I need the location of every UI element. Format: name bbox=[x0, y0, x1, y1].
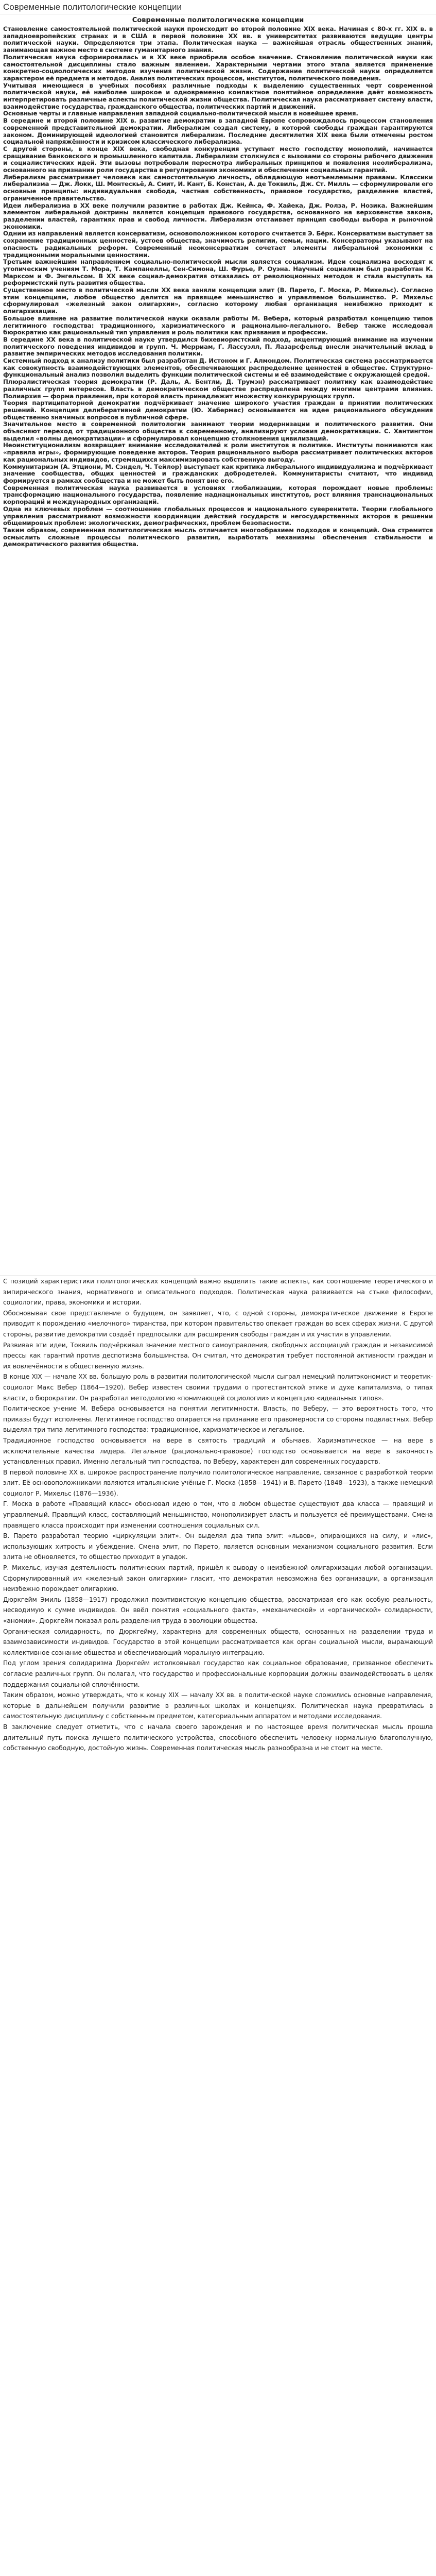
bold-paragraph: Плюралистическая теория демократии (Р. Даль, А. Бентли, Д. Трумэн) рассматривает политику как взаимодействие различных групп интересов. Власть в демократическом обществе распределена между многими центрами влияния. Полиархия — форма правления, при которой власть принадлежит множеству конкурирующих групп. bbox=[3, 378, 433, 400]
bold-paragraph: Одна из ключевых проблем — соотношение глобальных процессов и национального суверенитета. Теории глобального управления рассматривают возможности координации действий государств и негосударственных акторов в решении общемировых проблем: экологических, демографических, проблем безопасности. bbox=[3, 505, 433, 527]
bold-paragraph: Третьим важнейшим направлением социально-политической мысли является социализм. Идеи социализма восходят к утопическим учениям Т. Мора, Т. Кампанеллы, Сен-Симона, Ш. Фурье, Р. Оуэна. Научный социализм был разработан К. Марксом и Ф. Энгельсом. В XX веке социал-демократия отказалась от революционных методов и стала выступать за реформистский путь развития общества. bbox=[3, 258, 433, 287]
bold-paragraph: Становление самостоятельной политической науки происходит во второй половине XIX века. Начиная с 80-х гг. XIX в. в западноевропейских странах и в США в первой половине XX вв. в университетах развиваются ведущие центры политической науки. Определяются три этапа. Политическая наука — важнейшая отрасль общественных знаний, занимающая важное место в системе гуманитарного знания. bbox=[3, 26, 433, 54]
normal-paragraph: В заключение следует отметить, что с начала своего зарождения и по настоящее время политическая мысль прошла длительный путь поиска лучшего политического устройства, способного обеспечить человеку нормальную благополучную, собственную свободную, достойную жизнь. Современная политическая мысль разнообразна и не стоит на месте. bbox=[3, 1723, 433, 1752]
bold-paragraph: Политическая наука сформировалась и в XX веке приобрела особое значение. Становление политической науки как самостоятельной дисциплины стало важным явлением. Характерными чертами этого этапа является применение конкретно-социологических методов изучения политической жизни. Содержание политической науки определяется характером её предмета и методов. Анализ политических процессов, институтов, политического поведения. bbox=[3, 53, 433, 82]
page-title: Современные политологические концепции bbox=[0, 0, 436, 14]
normal-paragraph: Развивая эти идеи, Токвиль подчёркивал значение местного самоуправления, свободных ассоциаций граждан и независимой прессы как гарантий против деспотизма большинства. Он считал, что демократия требует постоянной активности граждан и их вовлечённости в общественную жизнь. bbox=[3, 1341, 433, 1370]
bold-paragraph: Системный подход к анализу политики был разработан Д. Истоном и Г. Алмондом. Политическая система рассматривается как совокупность взаимодействующих элементов, обеспечивающих распределение ценностей в обществе. Структурно-функциональный анализ позволил выделить функции политической системы и её взаимодействие с окружающей средой. bbox=[3, 357, 433, 379]
normal-paragraph: Г. Моска в работе «Правящий класс» обосновал идею о том, что в любом обществе существуют два класса — правящий и управляемый. Правящий класс, составляющий меньшинство, монополизирует власть и пользуется её преимуществами. Смена правящего класса происходит при изменении соотношения социальных сил. bbox=[3, 1500, 433, 1529]
bold-paragraph: Теория партиципаторной демократии подчёркивает значение широкого участия граждан в принятии политических решений. Концепция делиберативной демократии (Ю. Хабермас) основывается на идее рационального обсуждения общественно значимых вопросов в публичной сфере. bbox=[3, 399, 433, 421]
normal-paragraph: Традиционное господство основывается на вере в святость традиций и обычаев. Харизматическое — на вере в исключительные качества лидера. Легальное (рационально-правовое) господство основывается на вере в законность установленных правил. Именно легальный тип господства, по Веберу, характерен для современных государств. bbox=[3, 1436, 433, 1466]
bold-paragraph: Неоинституционализм возвращает внимание исследователей к роли институтов в политике. Институты понимаются как «правила игры», формирующие поведение акторов. Теория рационального выбора рассматривает политических акторов как рациональных индивидов, стремящихся максимизировать собственную выгоду. bbox=[3, 442, 433, 463]
bold-paragraph: Большое влияние на развитие политической науки оказали работы М. Вебера, который разработал концепцию типов легитимного господства: традиционного, харизматического и рационально-легального. Вебер также исследовал бюрократию как рациональный тип управления и роль политики как призвания и профессии. bbox=[3, 314, 433, 336]
bold-paragraph: Идеи либерализма в XX веке получили развитие в работах Дж. Кейнса, Ф. Хайека, Дж. Ролза, Р. Нозика. Важнейшим элементом либеральной доктрины является концепция правового государства, основанного на верховенстве закона, разделении властей, гарантиях прав и свобод личности. Либерализм отстаивает принцип свободы выбора и рыночной экономики. bbox=[3, 201, 433, 230]
bold-paragraph: В середине и второй половине XIX в. развитие демократии в западной Европе сопровождалось процессом становления современной представительной демократии. Либерализм создал систему, в которой свободы граждан гарантируются законом. Доминирующей идеологией становится либерализм. Последние десятилетия XIX века были отмечены ростом социальной напряжённости и кризисом классического либерализма. bbox=[3, 117, 433, 146]
normal-paragraph: С позиций характеристики политологических концепций важно выделить такие аспекты, как соотношение теоретического и эмпирического знания, нормативного и описательного подходов. Политическая наука развивается на стыке философии, социологии, права, экономики и истории. bbox=[3, 1278, 433, 1307]
bold-paragraph: Существенное место в политической мысли XX века заняли концепции элит (В. Парето, Г. Моска, Р. Михельс). Согласно этим концепциям, любое общество делится на правящее меньшинство и управляемое большинство. Р. Михельс сформулировал «железный закон олигархии», согласно которому любая организация неизбежно приходит к олигархизации. bbox=[3, 286, 433, 315]
bold-paragraph: С другой стороны, в конце XIX века, свободная конкуренция уступает место господству монополий, начинается сращивание банковского и промышленного капитала. Либерализм столкнулся с вызовами со стороны рабочего движения и социалистических идей. Эти вызовы потребовали пересмотра либеральных принципов и появления неолиберализма, основанного на признании роли государства в регулировании экономики и обеспечении социальных гарантий. bbox=[3, 145, 433, 174]
normal-paragraph: В конце XIX — начале XX вв. большую роль в развитии политологической мысли сыграл немецкий политэкономист и теоретик-социолог Макс Вебер (1864—1920). Вебер известен своими трудами о протестантской этике и духе капитализма, о типах власти, о бюрократии. Он разработал методологию «понимающей социологии» и концепцию «идеальных типов». bbox=[3, 1373, 433, 1402]
normal-paragraph: В первой половине XX в. широкое распространение получило политологическое направление, связанное с разработкой теории элит. Её основоположниками являются итальянские учёные Г. Моска (1858—1941) и В. Парето (1848—1923), а также немецкий социолог Р. Михельс (1876—1936). bbox=[3, 1468, 433, 1497]
bold-paragraph: Основные черты и главные направления западной социально-политической мысли в новейшее время. bbox=[3, 110, 358, 117]
normal-paragraph: Под углом зрения солидаризма Дюркгейм истолковывал государство как социальное образование, призванное обеспечить согласие различных групп. Он полагал, что государство и профессиональные корпорации должны взаимодействовать в целях поддержания социальной сплочённости. bbox=[3, 1659, 433, 1688]
normal-paragraph: Органическая солидарность, по Дюркгейму, характерна для современных обществ, основанных на разделении труда и взаимозависимости индивидов. Государство в этой концепции рассматривается как орган социальной мысли, выражающий коллективное сознание общества и обеспечивающий моральную интеграцию. bbox=[3, 1628, 433, 1656]
bold-paragraph: Одним из направлений является консерватизм, основоположником которого считается Э. Бёрк. Консерватизм выступает за сохранение традиционных ценностей, устоев общества, значимость религии, семьи, нации. Консерваторы указывают на опасность радикальных реформ. Современный неоконсерватизм сочетает элементы либеральной экономики с традиционными моральными ценностями. bbox=[3, 230, 433, 259]
bold-paragraph: Значительное место в современной политологии занимают теории модернизации и политического развития. Они объясняют переход от традиционного общества к современному, анализируют условия демократизации. С. Хантингтон выделил «волны демократизации» и сформулировал концепцию столкновения цивилизаций. bbox=[3, 420, 433, 442]
normal-paragraph: Обосновывая свое представление о будущем, он заявляет, что, с одной стороны, демократическое движение в Европе приводит к порождению «мелочного» тиранства, при котором правительство опекает граждан во всех сферах жизни. С другой стороны, развитие демократии создаёт предпосылки для расширения свободы граждан и их участия в управлении. bbox=[3, 1309, 433, 1338]
bold-paragraph: Учитывая имеющиеся в учебных пособиях различные подходы к выделению существенных черт современной политической науки, её наиболее широкое и одновременно компактное понятийное определение даёт возможность интерпретировать различные аспекты политической жизни общества. Политическая наука рассматривает систему власти, взаимодействие государства, гражданского общества, политических партий и движений. bbox=[3, 81, 433, 110]
normal-paragraph: Дюркгейм Эмиль (1858—1917) продолжил позитивистскую концепцию общества, рассматривая его как особую реальность, несводимую к сумме индивидов. Он ввёл понятия «социального факта», «механической» и «органической» солидарности, «аномии». Дюркгейм показал роль разделения труда в эволюции общества. bbox=[3, 1596, 433, 1624]
bold-text-section bbox=[0, 26, 436, 1273]
bold-paragraph: В середине XX века в политической науке утвердился бихевиористский подход, акцентирующий внимание на изучении политического поведения индивидов и групп. Ч. Мерриам, Г. Лассуэлл, П. Лазарсфельд внесли значительный вклад в развитие эмпирических методов исследования политики. bbox=[3, 335, 433, 358]
bold-paragraph: Таким образом, современная политологическая мысль отличается многообразием подходов и концепций. Она стремится осмыслить сложные процессы политического развития, выработать механизмы обеспечения стабильности и демократического развития общества. bbox=[3, 526, 433, 548]
normal-paragraph: Р. Михельс, изучая деятельность политических партий, пришёл к выводу о неизбежной олигархизации любой организации. Сформулированный им «железный закон олигархии» гласит, что демократия невозможна без организации, а организация неизбежно порождает олигархию. bbox=[3, 1564, 433, 1593]
bold-paragraph: Коммунитаризм (А. Этциони, М. Сэндел, Ч. Тейлор) выступает как критика либерального индивидуализма и подчёркивает значение сообщества, общих ценностей и гражданских добродетелей. Коммунитаристы считают, что индивид формируется в рамках сообщества и не может быть понят вне его. bbox=[3, 463, 433, 484]
normal-text-section bbox=[0, 1276, 436, 2576]
bold-paragraph: Современная политическая наука развивается в условиях глобализации, которая порождает новые проблемы: трансформацию национального государства, появление наднациональных институтов, рост влияния транснациональных корпораций и международных организаций. bbox=[3, 484, 433, 506]
normal-paragraph: Таким образом, можно утверждать, что к концу XIX — началу XX вв. в политической науке сложились основные направления, которые в дальнейшем получили развитие в различных школах и концепциях. Политическая наука превратилась в самостоятельную дисциплину с собственным предметом, категориальным аппаратом и методами исследования. bbox=[3, 1691, 433, 1720]
normal-paragraph: Политическое учение М. Вебера основывается на понятии легитимности. Власть, по Веберу, — это вероятность того, что приказы будут исполнены. Легитимное господство опирается на признание его правомерности со стороны подвластных. Вебер выделял три типа легитимного господства: традиционное, харизматическое и легальное. bbox=[3, 1405, 433, 1434]
document-heading: Современные политологические концепции bbox=[132, 16, 304, 24]
normal-paragraph: В. Парето разработал теорию «циркуляции элит». Он выделял два типа элит: «львов», опирающихся на силу, и «лис», использующих хитрость и убеждение. Смена элит, по Парето, является основным механизмом социального развития. Если элита не обновляется, то общество приходит в упадок. bbox=[3, 1532, 433, 1561]
bold-paragraph: Либерализм рассматривает человека как самостоятельную личность, обладающую неотъемлемыми правами. Классики либерализма — Дж. Локк, Ш. Монтескьё, А. Смит, И. Кант, Б. Констан, А. де Токвиль, Дж. Ст. Милль — сформулировали его основные принципы: индивидуальная свобода, частная собственность, правовое государство, разделение властей, ограниченное правительство. bbox=[3, 173, 433, 202]
